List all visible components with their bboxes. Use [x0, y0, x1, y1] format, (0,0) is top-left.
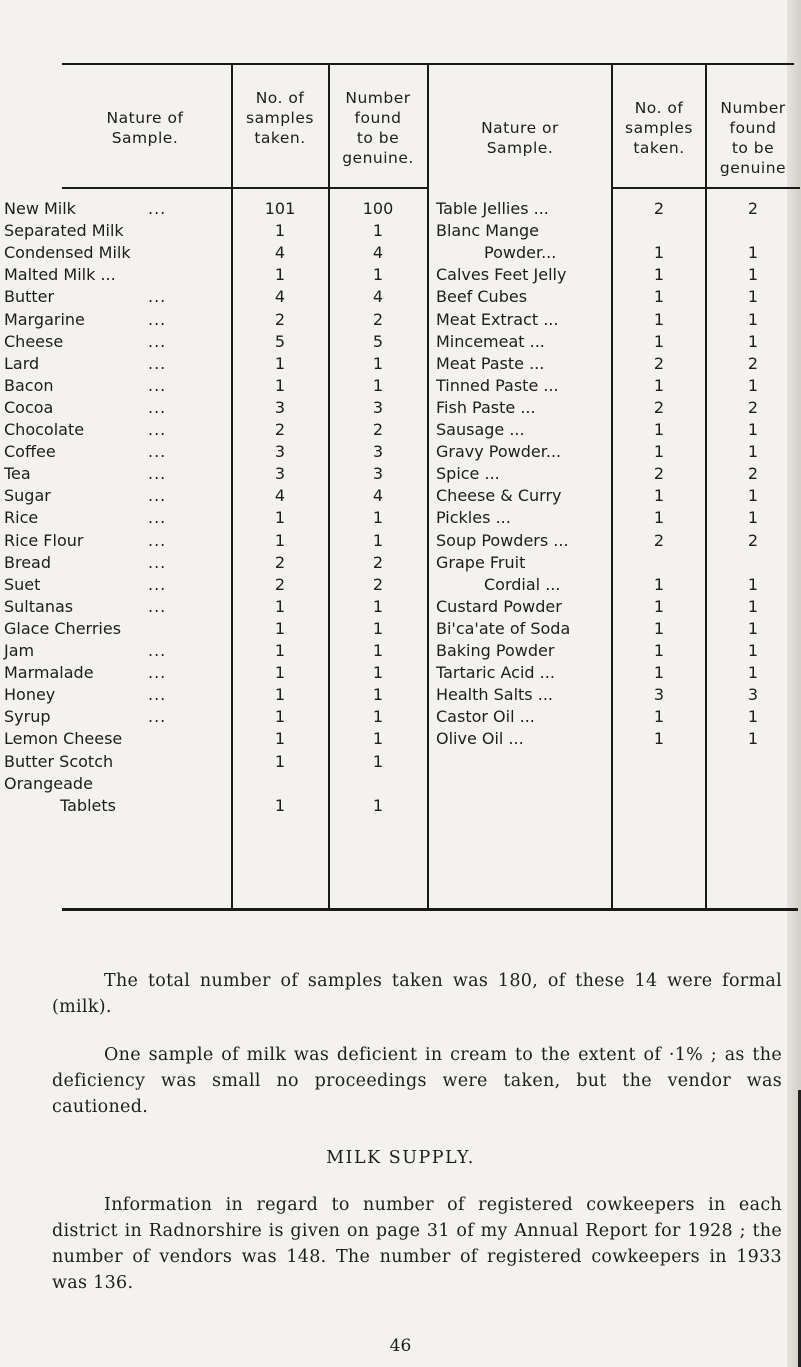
- samples-taken-value: 1: [653, 331, 665, 351]
- found-genuine-value: 1: [747, 486, 759, 506]
- samples-taken-value: 1: [653, 420, 665, 439]
- paragraph-total-samples: The total number of samples taken was 180, of these 14 were formal (milk).: [52, 971, 782, 1017]
- found-genuine-value: 3: [372, 442, 384, 462]
- samples-taken-value: 2: [653, 199, 665, 218]
- sample-name: Blanc Mange: [436, 221, 539, 241]
- header-line: samples: [625, 119, 693, 137]
- sample-name: Marmalade: [4, 663, 94, 683]
- header-line: Sample.: [111, 129, 179, 147]
- table-row: [0, 309, 801, 331]
- header-line: genuine.: [342, 149, 414, 167]
- header-line: No. of: [255, 89, 305, 107]
- leader-dots: ...: [148, 420, 167, 439]
- found-genuine-value: 1: [372, 641, 384, 660]
- header-nature-or-sample: [430, 118, 610, 158]
- leader-dots: ...: [148, 486, 167, 506]
- sample-name: Mincemeat ...: [436, 331, 545, 351]
- found-genuine-value: 1: [747, 707, 759, 727]
- found-genuine-value: 1: [747, 265, 759, 285]
- sample-name: Spice ...: [436, 464, 500, 484]
- found-genuine-value: 1: [747, 375, 759, 395]
- found-genuine-value: 3: [372, 397, 384, 417]
- samples-taken-value: 101: [264, 199, 296, 218]
- sample-name: Margarine: [4, 309, 85, 329]
- found-genuine-value: 1: [372, 530, 384, 550]
- samples-taken-value: 1: [274, 729, 286, 749]
- samples-taken-value: 1: [653, 729, 665, 749]
- found-genuine-value: 1: [372, 265, 384, 285]
- found-genuine-value: 2: [747, 530, 759, 550]
- found-genuine-value: 2: [747, 199, 759, 218]
- sample-name: Health Salts ...: [436, 685, 553, 705]
- samples-taken-value: 4: [274, 243, 286, 263]
- table-row: [0, 242, 801, 264]
- table-row: [0, 286, 801, 308]
- found-genuine-value: 2: [747, 353, 759, 373]
- sample-name: Condensed Milk: [4, 243, 131, 263]
- header-line: Nature or: [481, 119, 559, 137]
- leader-dots: ...: [148, 552, 167, 572]
- samples-taken-value: 1: [653, 442, 665, 462]
- sample-name: Sausage ...: [436, 420, 525, 439]
- sample-name: Coffee: [4, 442, 56, 462]
- samples-taken-value: 1: [653, 574, 665, 594]
- samples-taken-value: 1: [274, 618, 286, 638]
- samples-taken-value: 1: [274, 641, 286, 660]
- sample-name: Suet: [4, 574, 41, 594]
- sample-name: Orangeade: [4, 773, 93, 793]
- samples-taken-value: 1: [274, 221, 286, 241]
- leader-dots: ...: [148, 641, 167, 660]
- header-line: Number: [720, 99, 786, 117]
- sample-name: Castor Oil ...: [436, 707, 535, 727]
- header-line: to be: [356, 129, 400, 147]
- table-row: [0, 220, 801, 242]
- table-row: [0, 463, 801, 485]
- header-found-genuine: [330, 88, 426, 168]
- sample-name: Cheese & Curry: [436, 486, 562, 506]
- sample-name: Pickles ...: [436, 508, 511, 528]
- sample-name: Fish Paste ...: [436, 397, 536, 417]
- sample-name: Rice: [4, 508, 39, 528]
- samples-taken-value: 3: [274, 442, 286, 462]
- samples-taken-value: 3: [274, 397, 286, 417]
- table-row: [0, 485, 801, 507]
- sample-name: Meat Paste ...: [436, 353, 545, 373]
- table-row: [0, 397, 801, 419]
- found-genuine-value: 1: [747, 663, 759, 683]
- found-genuine-value: 1: [372, 729, 384, 749]
- samples-taken-value: 4: [274, 287, 286, 307]
- table-row: [0, 640, 801, 662]
- samples-taken-value: 1: [653, 618, 665, 638]
- found-genuine-value: 100: [362, 199, 394, 218]
- found-genuine-value: 3: [747, 685, 759, 705]
- table-row: [0, 596, 801, 618]
- table-row: [0, 728, 801, 750]
- sample-name: Gravy Powder...: [436, 442, 562, 462]
- sample-name: Chocolate: [4, 420, 85, 439]
- samples-taken-value: 1: [653, 243, 665, 263]
- found-genuine-value: 1: [747, 729, 759, 749]
- found-genuine-value: 1: [747, 287, 759, 307]
- samples-taken-value: 1: [653, 375, 665, 395]
- table-row: [0, 552, 801, 574]
- header-line: taken.: [254, 129, 306, 147]
- leader-dots: ...: [148, 353, 167, 373]
- found-genuine-value: 1: [747, 508, 759, 528]
- sample-name: Grape Fruit: [436, 552, 526, 572]
- header-line: found: [729, 119, 777, 137]
- header-line: Sample.: [486, 139, 554, 157]
- samples-taken-value: 1: [274, 530, 286, 550]
- page-number: 46: [389, 1336, 412, 1356]
- found-genuine-value: 2: [747, 397, 759, 417]
- leader-dots: ...: [148, 464, 167, 484]
- found-genuine-value: 4: [372, 243, 384, 263]
- found-genuine-value: 1: [747, 331, 759, 351]
- sample-name: Tartaric Acid ...: [436, 663, 555, 683]
- table-row: [0, 662, 801, 684]
- samples-taken-value: 1: [274, 663, 286, 683]
- table-row: [0, 773, 801, 795]
- samples-taken-value: 2: [653, 397, 665, 417]
- table-row: [0, 419, 801, 441]
- leader-dots: ...: [148, 199, 167, 218]
- samples-taken-value: 1: [274, 751, 286, 771]
- leader-dots: ...: [148, 442, 167, 462]
- table-row: [0, 684, 801, 706]
- samples-taken-value: 2: [274, 574, 286, 594]
- header-line: No. of: [634, 99, 684, 117]
- found-genuine-value: 1: [372, 685, 384, 705]
- header-line: samples: [246, 109, 314, 127]
- found-genuine-value: 4: [372, 486, 384, 506]
- samples-taken-value: 1: [653, 663, 665, 683]
- samples-taken-value: 1: [653, 596, 665, 616]
- paragraph-deficient-sample: One sample of milk was deficient in cream to the extent of ·1% ; as the deficiency was small no proceedings were taken, but the vendor was cautioned.: [52, 1045, 782, 1117]
- samples-taken-value: 1: [274, 508, 286, 528]
- samples-taken-value: 1: [653, 707, 665, 727]
- header-line: to be: [731, 139, 775, 157]
- sample-name: Bread: [4, 552, 52, 572]
- samples-taken-value: 1: [274, 375, 286, 395]
- found-genuine-value: 1: [747, 442, 759, 462]
- sample-name: Beef Cubes: [436, 287, 528, 307]
- table-row: [0, 441, 801, 463]
- header-line: found: [354, 109, 402, 127]
- samples-taken-value: 2: [653, 464, 665, 484]
- samples-taken-value: 1: [274, 795, 286, 815]
- sample-name: Rice Flour: [4, 530, 84, 550]
- table-row: [0, 331, 801, 353]
- found-genuine-value: 1: [372, 663, 384, 683]
- sample-name: Powder...: [484, 243, 557, 263]
- found-genuine-value: 1: [372, 618, 384, 638]
- samples-taken-value: 1: [274, 707, 286, 727]
- leader-dots: ...: [148, 508, 167, 528]
- sample-name: Sugar: [4, 486, 51, 506]
- sample-name: Tinned Paste ...: [436, 375, 559, 395]
- samples-taken-value: 3: [274, 464, 286, 484]
- header-rule-left: [62, 187, 428, 189]
- samples-taken-value: 2: [274, 420, 286, 439]
- sample-name: Separated Milk: [4, 221, 124, 241]
- found-genuine-value: 2: [747, 464, 759, 484]
- table-row: [0, 706, 801, 728]
- sample-name: Tea: [4, 464, 31, 484]
- sample-name: Cocoa: [4, 397, 54, 417]
- found-genuine-value: 4: [372, 287, 384, 307]
- table-row: [0, 375, 801, 397]
- samples-taken-value: 1: [274, 265, 286, 285]
- sample-name: Table Jellies ...: [436, 199, 549, 218]
- sample-name: Jam: [4, 641, 35, 660]
- paragraph-cowkeepers: Information in regard to number of registered cowkeepers in each district in Radnorshire is given on page 31 of my Annual Report for 1928 ; the number of vendors was 148. The number of registered cowkeepers in 1933 was 136.: [52, 1195, 782, 1293]
- sample-name: Tablets: [60, 795, 116, 815]
- samples-taken-value: 1: [274, 685, 286, 705]
- table-row: [0, 264, 801, 286]
- sample-name: Calves Feet Jelly: [436, 265, 567, 285]
- sample-name: Baking Powder: [436, 641, 555, 660]
- found-genuine-value: 1: [747, 574, 759, 594]
- sample-name: Malted Milk ...: [4, 265, 116, 285]
- found-genuine-value: 1: [372, 508, 384, 528]
- sample-name: Soup Powders ...: [436, 530, 569, 550]
- header-samples-taken: [232, 88, 328, 148]
- leader-dots: ...: [148, 309, 167, 329]
- leader-dots: ...: [148, 375, 167, 395]
- samples-taken-value: 5: [274, 331, 286, 351]
- sample-name: Lemon Cheese: [4, 729, 123, 749]
- header-line: Number: [345, 89, 411, 107]
- sample-name: Custard Powder: [436, 596, 562, 616]
- header-line: taken.: [633, 139, 685, 157]
- found-genuine-value: 1: [747, 243, 759, 263]
- sample-name: Syrup: [4, 707, 51, 727]
- table-row: [0, 574, 801, 596]
- header-samples-taken-right: [612, 98, 706, 158]
- leader-dots: ...: [148, 574, 167, 594]
- sample-name: Sultanas: [4, 596, 74, 616]
- sample-name: Bi'ca'ate of Soda: [436, 618, 571, 638]
- leader-dots: ...: [148, 331, 167, 351]
- header-found-genuine-right: [707, 98, 799, 178]
- samples-taken-value: 2: [274, 309, 286, 329]
- samples-taken-value: 4: [274, 486, 286, 506]
- section-heading-milk-supply: MILK SUPPLY.: [326, 1148, 475, 1168]
- found-genuine-value: 1: [747, 618, 759, 638]
- table-row: [0, 751, 801, 773]
- samples-taken-value: 1: [653, 309, 665, 329]
- samples-taken-value: 1: [653, 287, 665, 307]
- sample-name: Lard: [4, 353, 40, 373]
- sample-name: Olive Oil ...: [436, 729, 524, 749]
- leader-dots: ...: [148, 287, 167, 307]
- leader-dots: ...: [148, 707, 167, 727]
- found-genuine-value: 3: [372, 464, 384, 484]
- found-genuine-value: 1: [372, 596, 384, 616]
- sample-name: Meat Extract ...: [436, 309, 559, 329]
- table-row: [0, 530, 801, 552]
- leader-dots: ...: [148, 596, 167, 616]
- samples-taken-value: 1: [274, 353, 286, 373]
- table-row: [0, 795, 801, 817]
- samples-taken-value: 3: [653, 685, 665, 705]
- table-row: [0, 618, 801, 640]
- table-row: [0, 507, 801, 529]
- sample-name: Cordial ...: [484, 574, 561, 594]
- samples-taken-value: 1: [653, 265, 665, 285]
- leader-dots: ...: [148, 530, 167, 550]
- found-genuine-value: 5: [372, 331, 384, 351]
- leader-dots: ...: [148, 397, 167, 417]
- sample-name: Butter Scotch: [4, 751, 114, 771]
- sample-name: Cheese: [4, 331, 64, 351]
- table-bottom-rule: [62, 908, 798, 911]
- found-genuine-value: 2: [372, 574, 384, 594]
- found-genuine-value: 1: [372, 751, 384, 771]
- samples-taken-value: 1: [653, 641, 665, 660]
- found-genuine-value: 2: [372, 309, 384, 329]
- leader-dots: ...: [148, 685, 167, 705]
- table-row: [0, 198, 801, 220]
- found-genuine-value: 1: [747, 641, 759, 660]
- found-genuine-value: 1: [372, 795, 384, 815]
- sample-name: Honey: [4, 685, 56, 705]
- samples-taken-value: 2: [653, 530, 665, 550]
- leader-dots: ...: [148, 663, 167, 683]
- samples-taken-value: 1: [274, 596, 286, 616]
- header-line: Nature of: [106, 109, 184, 127]
- samples-taken-value: 1: [653, 486, 665, 506]
- samples-taken-value: 2: [274, 552, 286, 572]
- found-genuine-value: 2: [372, 552, 384, 572]
- samples-taken-value: 2: [653, 353, 665, 373]
- found-genuine-value: 1: [747, 596, 759, 616]
- found-genuine-value: 1: [372, 221, 384, 241]
- sample-name: Bacon: [4, 375, 54, 395]
- found-genuine-value: 1: [747, 309, 759, 329]
- header-nature-of-sample: [60, 108, 230, 148]
- found-genuine-value: 1: [372, 353, 384, 373]
- found-genuine-value: 1: [747, 420, 759, 439]
- found-genuine-value: 1: [372, 707, 384, 727]
- found-genuine-value: 2: [372, 420, 384, 439]
- sample-name: Glace Cherries: [4, 618, 122, 638]
- samples-taken-value: 1: [653, 508, 665, 528]
- found-genuine-value: 1: [372, 375, 384, 395]
- header-line: genuine: [719, 159, 787, 177]
- sample-name: Butter: [4, 287, 55, 307]
- sample-name: New Milk: [4, 199, 76, 218]
- table-row: [0, 353, 801, 375]
